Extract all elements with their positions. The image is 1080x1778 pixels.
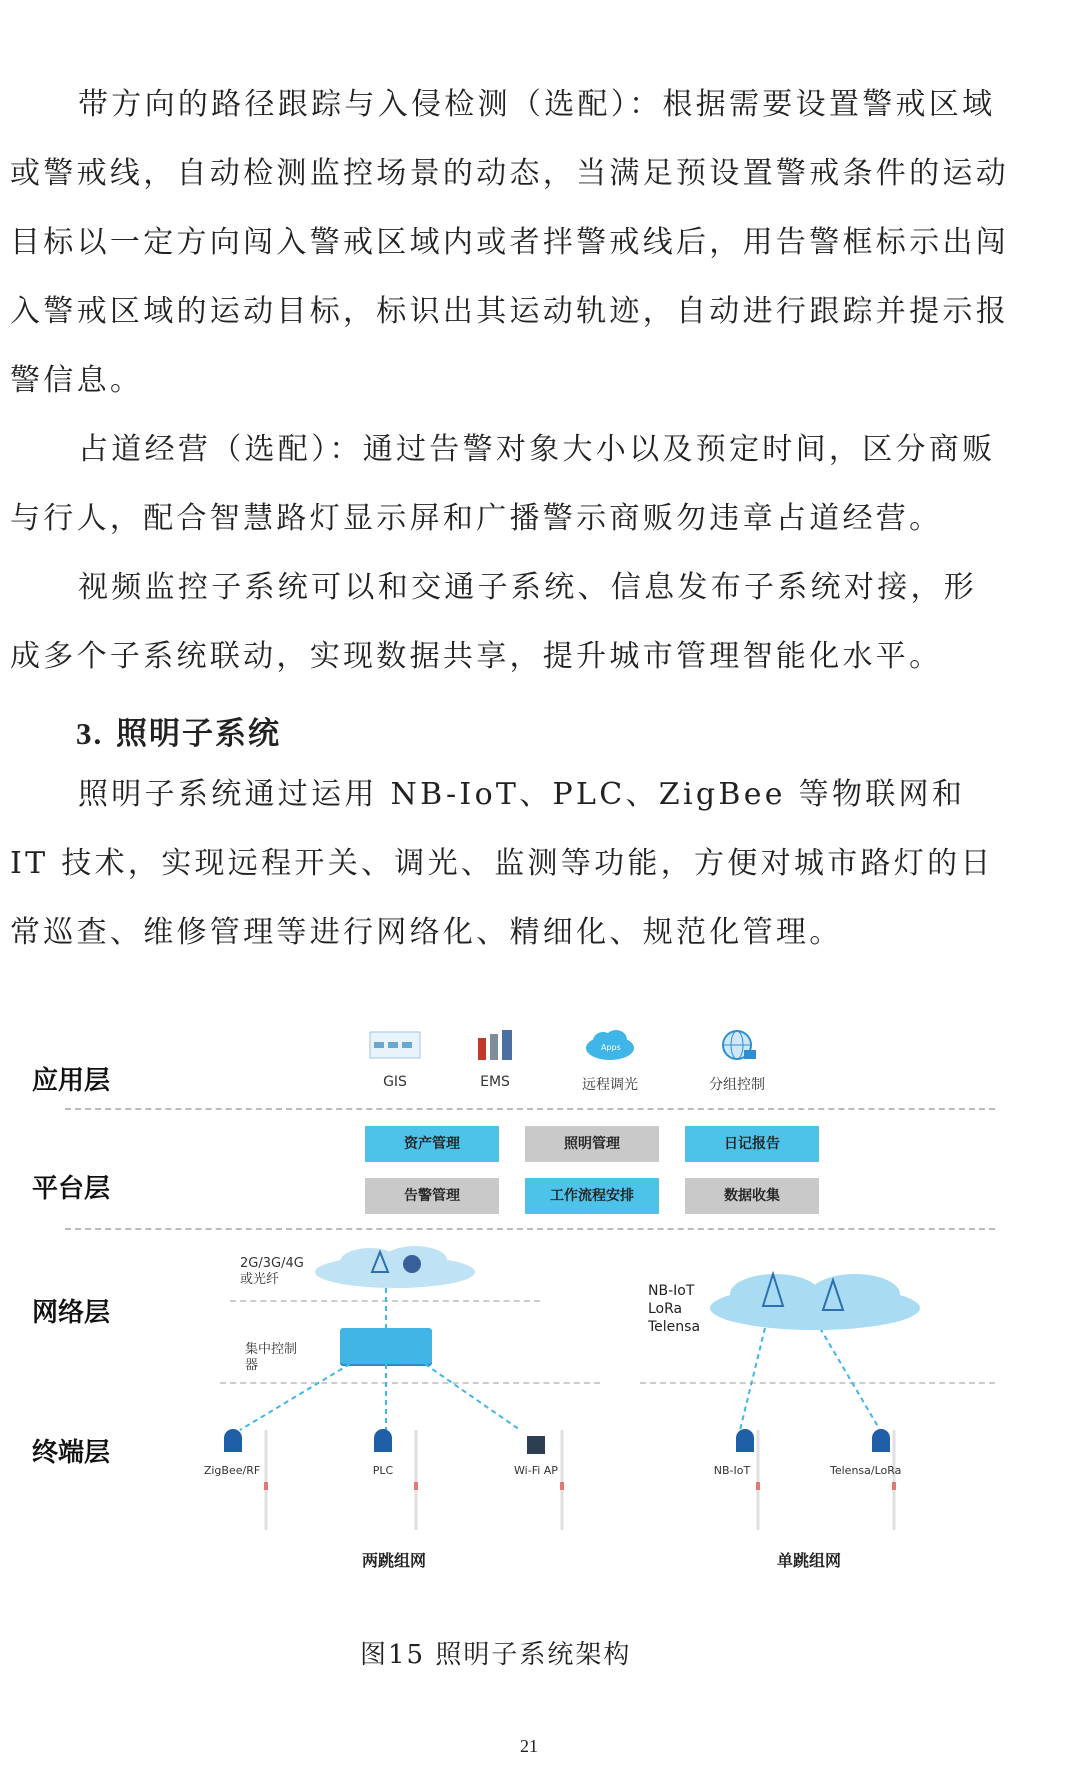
paragraph-linkage: 视频监控子系统可以和交通子系统、信息发布子系统对接，形成多个子系统联动，实现数据共享，提升城市管理智能化水平。 <box>10 570 978 674</box>
app-remote-dimming-label: 远程调光 <box>582 1077 638 1093</box>
platform-lighting-management: 照明管理 <box>525 1126 659 1162</box>
single-hop-networking-label: 单跳组网 <box>777 1551 842 1570</box>
paragraph-intrusion: 带方向的路径跟踪与入侵检测（选配）：根据需要设置警戒区域或警戒线，自动检测监控场景的动态，当满足预设置警戒条件的运动目标以一定方向闯入警戒区域内或者拌警戒线后，用告警框标示出闯入警戒区域的运动目标，标识出其运动轨迹，自动进行跟踪并提示报警信息。 <box>10 87 1009 398</box>
platform-data-collection: 数据收集 <box>685 1178 819 1214</box>
paragraph-occupation: 占道经营（选配）：通过告警对象大小以及预定时间，区分商贩与行人，配合智慧路灯显示屏和广播警示商贩勿违章占道经营。 <box>10 432 996 536</box>
app-gis-label: GIS <box>383 1074 407 1090</box>
iot-lora: LoRa <box>648 1301 683 1317</box>
page-number: 21 <box>520 1736 538 1756</box>
controller-label: 集中控制器 <box>245 1342 298 1373</box>
section-heading <box>76 708 281 753</box>
layer-platform-label: 平台层 <box>32 1174 111 1204</box>
terminal-telensa-lora-label: Telensa/LoRa <box>830 1464 902 1477</box>
iot-telensa: Telensa <box>648 1319 701 1335</box>
terminal-plc-label: PLC <box>372 1464 394 1477</box>
two-hop-networking-label: 两跳组网 <box>362 1551 427 1570</box>
iot-nbiot: NB-IoT <box>648 1283 695 1299</box>
paragraph-lighting: 照明子系统通过运用 NB-IoT、PLC、ZigBee 等物联网和 IT 技术，实现远程开关、调光、监测等功能，方便对城市路灯的日常巡查、维修管理等进行网络化、精细化、规范化管理。 <box>10 777 994 950</box>
layer-network-label: 网络层 <box>32 1298 111 1328</box>
app-group-control-label: 分组控制 <box>709 1077 765 1093</box>
backhaul-label: 2G/3G/4G或光纤 <box>240 1256 304 1287</box>
platform-asset-management: 资产管理 <box>365 1126 499 1162</box>
terminal-nbiot-label: NB-IoT <box>713 1464 751 1477</box>
platform-alarm-management: 告警管理 <box>365 1178 499 1214</box>
terminal-zigbee-label: ZigBee/RF <box>203 1464 261 1477</box>
terminal-devices <box>20 1020 1020 1580</box>
lighting-architecture-diagram <box>20 1020 1020 1580</box>
platform-workflow: 工作流程安排 <box>525 1178 659 1214</box>
terminal-wifi-label: Wi-Fi AP <box>514 1464 558 1477</box>
layer-terminal-label: 终端层 <box>32 1438 111 1468</box>
svg-text:Apps: Apps <box>601 1043 621 1052</box>
heading-number: 3. <box>76 716 104 751</box>
platform-log-report: 日记报告 <box>685 1126 819 1162</box>
heading-text: 照明子系统 <box>103 716 282 752</box>
app-ems-label: EMS <box>480 1074 510 1090</box>
figure-caption: 图15 照明子系统架构 <box>360 1640 632 1670</box>
layer-app-label: 应用层 <box>32 1066 111 1096</box>
